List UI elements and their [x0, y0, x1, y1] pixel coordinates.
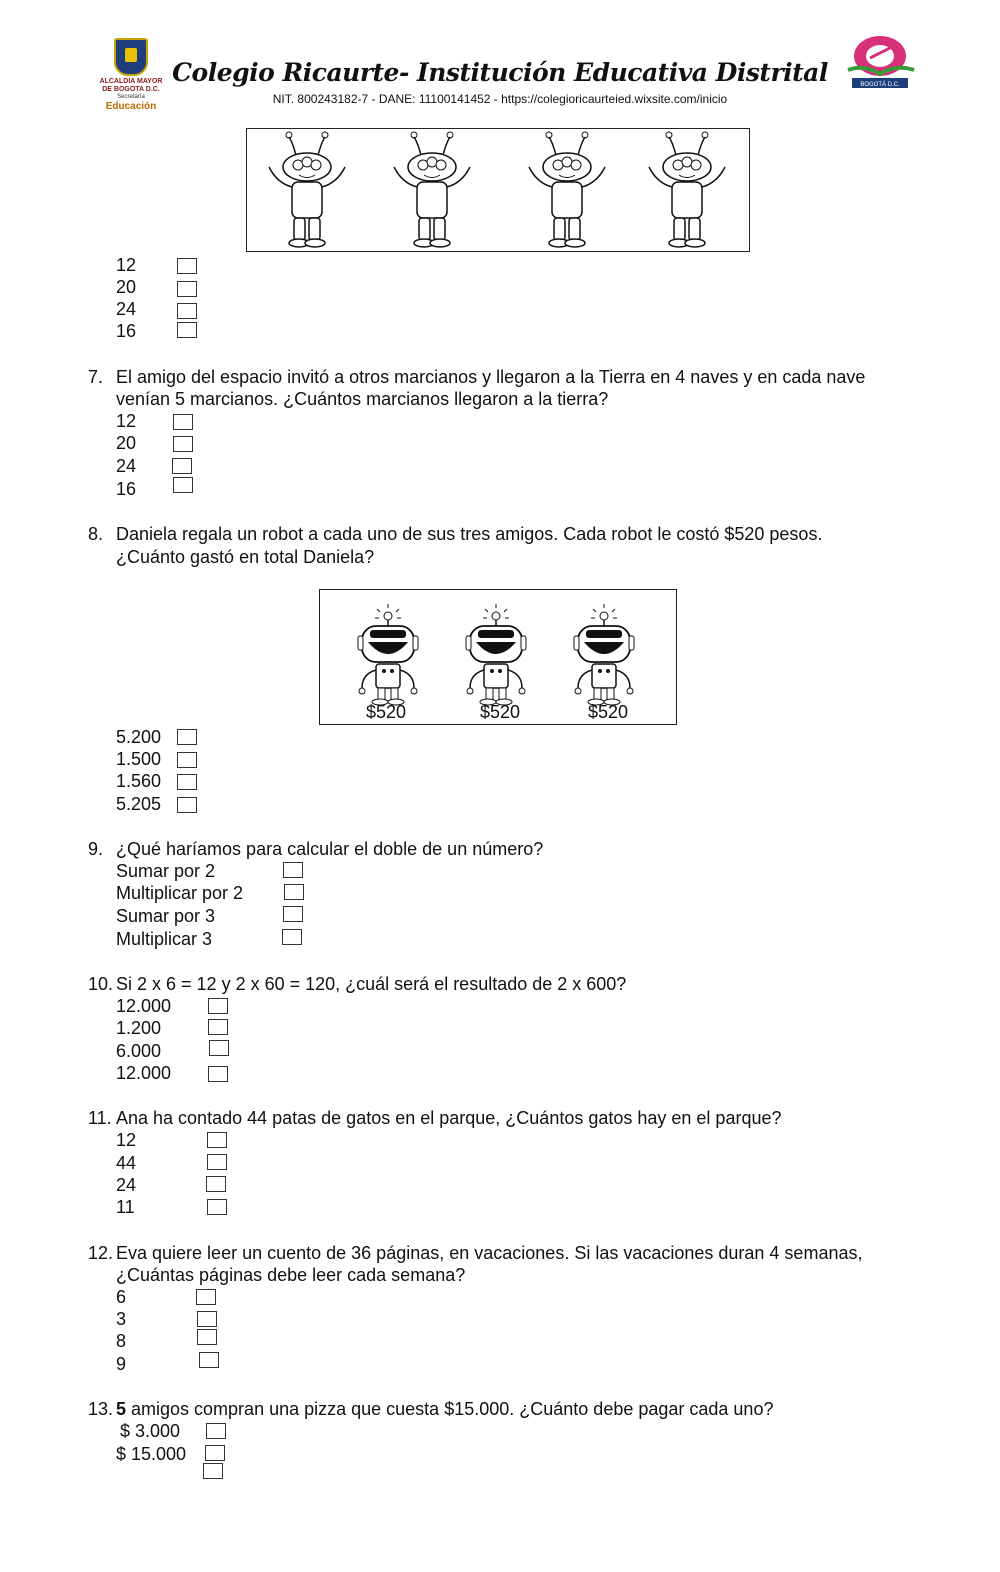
q9-number: 9.	[88, 839, 104, 859]
q8-checkbox-3[interactable]	[177, 774, 197, 790]
q10-option-4: 12.000	[116, 1063, 172, 1083]
robot-price-3: $520	[588, 702, 629, 722]
q9-text: ¿Qué haríamos para calcular el doble de un número?	[116, 839, 544, 859]
q7-checkbox-1[interactable]	[173, 414, 193, 430]
q13-option-2: $ 15.000	[116, 1444, 187, 1464]
school-title: Colegio Ricaurte- Institución Educativa Distrital	[172, 58, 828, 87]
q8-checkbox-4[interactable]	[177, 797, 197, 813]
q11-option-2: 44	[116, 1153, 137, 1173]
robot-price-1: $520	[366, 702, 407, 722]
robot-figure	[466, 604, 526, 705]
q8-option-1: 5.200	[116, 727, 162, 747]
q6-option-3: 24	[116, 299, 137, 319]
q12-option-1: 6	[116, 1287, 127, 1307]
q10-checkbox-4[interactable]	[208, 1066, 228, 1082]
q7-number: 7.	[88, 367, 104, 387]
robots-image	[319, 589, 677, 725]
q9-checkbox-3[interactable]	[283, 906, 303, 922]
q13-checkbox-2[interactable]	[205, 1445, 225, 1461]
q12-checkbox-4[interactable]	[199, 1352, 219, 1368]
q11-option-3: 24	[116, 1175, 137, 1195]
q13-text-bold: 5	[116, 1399, 127, 1419]
logo-text-2: Secretaría	[117, 94, 145, 100]
q7-checkbox-3[interactable]	[172, 458, 192, 474]
q7-option-2: 20	[116, 433, 137, 453]
q6-option-2: 20	[116, 277, 137, 297]
q12-checkbox-2[interactable]	[197, 1311, 217, 1327]
q7-option-4: 16	[116, 479, 137, 499]
crest-badge-text: BOGOTÁ D.C.	[860, 82, 900, 88]
q11-option-1: 12	[116, 1130, 137, 1150]
q10-option-2: 1.200	[116, 1018, 162, 1038]
q12-checkbox-3[interactable]	[197, 1329, 217, 1345]
q10-text: Si 2 x 6 = 12 y 2 x 60 = 120, ¿cuál será el resultado de 2 x 600?	[116, 974, 627, 994]
q8-number: 8.	[88, 524, 104, 544]
q8-checkbox-2[interactable]	[177, 752, 197, 768]
q8-option-2: 1.500	[116, 749, 162, 769]
alien-figure	[394, 132, 470, 247]
q9-option-4: Multiplicar 3	[116, 929, 213, 949]
alien-figure	[529, 132, 605, 247]
alien-figure	[269, 132, 345, 247]
q9-checkbox-2[interactable]	[284, 884, 304, 900]
q8-text-1: Daniela regala un robot a cada uno de sus tres amigos. Cada robot le costó $520 pesos.	[116, 524, 823, 544]
q11-checkbox-3[interactable]	[206, 1176, 226, 1192]
q10-checkbox-1[interactable]	[208, 998, 228, 1014]
q10-checkbox-2[interactable]	[208, 1019, 228, 1035]
q11-checkbox-2[interactable]	[207, 1154, 227, 1170]
robot-figure	[574, 604, 634, 705]
q13-option-1: $ 3.000	[120, 1421, 181, 1441]
q12-checkbox-1[interactable]	[196, 1289, 216, 1305]
q9-option-1: Sumar por 2	[116, 861, 216, 881]
q11-option-4: 11	[116, 1197, 135, 1217]
alien-figure	[649, 132, 725, 247]
q7-text-1: El amigo del espacio invitó a otros marcianos y llegaron a la Tierra en 4 naves y en cada nave	[116, 367, 866, 387]
q10-checkbox-3[interactable]	[209, 1040, 229, 1056]
q13-text-rest: amigos compran una pizza que cuesta $15.000. ¿Cuánto debe pagar cada uno?	[126, 1399, 774, 1419]
q12-text-1: Eva quiere leer un cuento de 36 páginas, en vacaciones. Si las vacaciones duran 4 semanas,	[116, 1243, 863, 1263]
q12-option-3: 8	[116, 1331, 127, 1351]
logo-text-3: Educación	[105, 101, 157, 112]
q11-text: Ana ha contado 44 patas de gatos en el parque, ¿Cuántos gatos hay en el parque?	[116, 1108, 782, 1128]
q7-text-2: venían 5 marcianos. ¿Cuántos marcianos llegaron a la tierra?	[116, 389, 609, 409]
q9-checkbox-1[interactable]	[283, 862, 303, 878]
q8-option-4: 5.205	[116, 794, 162, 814]
q6-option-1: 12	[116, 255, 137, 275]
q11-checkbox-4[interactable]	[207, 1199, 227, 1215]
q6-option-4: 16	[116, 321, 137, 341]
q12-option-2: 3	[116, 1309, 127, 1329]
q8-checkbox-1[interactable]	[177, 729, 197, 745]
q10-option-1: 12.000	[116, 996, 172, 1016]
q6-checkbox-4[interactable]	[177, 322, 197, 338]
q13-checkbox-3[interactable]	[203, 1463, 223, 1479]
logo-text-1: ALCALDIA MAYOR DE BOGOTA D.C.	[99, 78, 163, 93]
q8-option-3: 1.560	[116, 771, 162, 791]
q13-text	[116, 1398, 773, 1420]
aliens-image	[246, 128, 750, 252]
q7-checkbox-2[interactable]	[173, 436, 193, 452]
q11-checkbox-1[interactable]	[207, 1132, 227, 1148]
q12-number: 12.	[88, 1243, 114, 1263]
school-logo	[844, 34, 920, 104]
q9-option-2: Multiplicar por 2	[116, 883, 244, 903]
q12-text-2: ¿Cuántas páginas debe leer cada semana?	[116, 1265, 466, 1285]
q13-number: 13.	[88, 1399, 114, 1419]
q9-option-3: Sumar por 3	[116, 906, 216, 926]
robot-figure	[358, 604, 418, 705]
q7-option-3: 24	[116, 456, 137, 476]
q7-checkbox-4[interactable]	[173, 477, 193, 493]
q10-option-3: 6.000	[116, 1041, 162, 1061]
school-subtitle: NIT. 800243182-7 - DANE: 11100141452 - https://colegioricaurteied.wixsite.com/inicio	[272, 92, 728, 106]
q12-option-4: 9	[116, 1354, 127, 1374]
q11-number: 11.	[88, 1108, 112, 1128]
q8-text-2: ¿Cuánto gastó en total Daniela?	[116, 547, 375, 567]
q7-option-1: 12	[116, 411, 137, 431]
school-crest-icon	[844, 34, 920, 104]
q6-checkbox-1[interactable]	[177, 258, 197, 274]
robot-price-2: $520	[480, 702, 521, 722]
q9-checkbox-4[interactable]	[282, 929, 302, 945]
q6-checkbox-2[interactable]	[177, 281, 197, 297]
q10-number: 10.	[88, 974, 114, 994]
q13-checkbox-1[interactable]	[206, 1423, 226, 1439]
q6-checkbox-3[interactable]	[177, 303, 197, 319]
